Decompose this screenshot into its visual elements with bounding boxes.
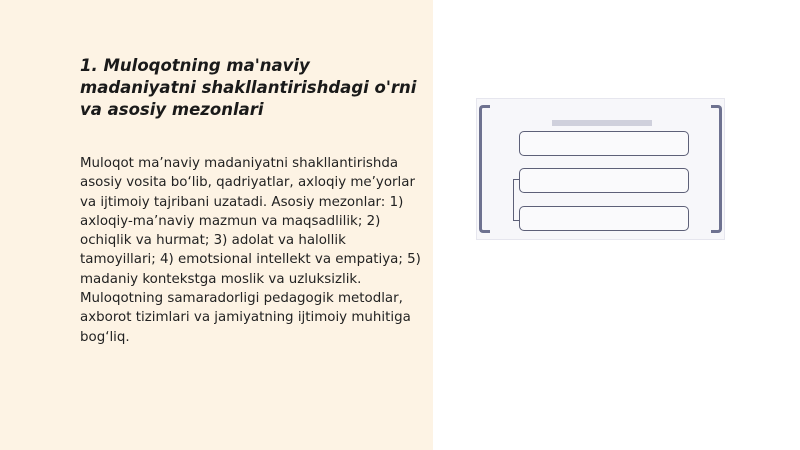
diagram-right-bracket [711,105,722,233]
diagram-connector [513,179,520,221]
slide-body-text: Muloqot ma’naviy madaniyatni shakllantirishda asosiy vosita bo‘lib, qadriyatlar, axloqiy me’yorlar va ijtimoiy tajribani uzatadi. Asosiy mezonlar: 1) axloqiy-ma’naviy mazmun va maqsadlilik; 2) ochiqlik va hurmat; 3) adolat va halollik tamoyillari; 4) emotsional intellekt va empatiya; 5) madaniy kontekstga moslik va uzluksizlik. Muloqotning samaradorligi pedagogik metodlar, axborot tizimlari va jamiyatning ijtimoiy muhitiga bog‘liq. [80,156,421,345]
slide-title: 1. Muloqotning ma'naviy madaniyatni shakllantirishdagi o'rni va asosiy mezonlari [80,56,417,119]
diagram-left-bracket [479,105,490,233]
diagram-box-1 [519,131,689,156]
diagram-box-2 [519,168,689,193]
diagram-image [476,98,725,240]
diagram-subheader [552,120,652,126]
diagram-box-3 [519,206,689,231]
